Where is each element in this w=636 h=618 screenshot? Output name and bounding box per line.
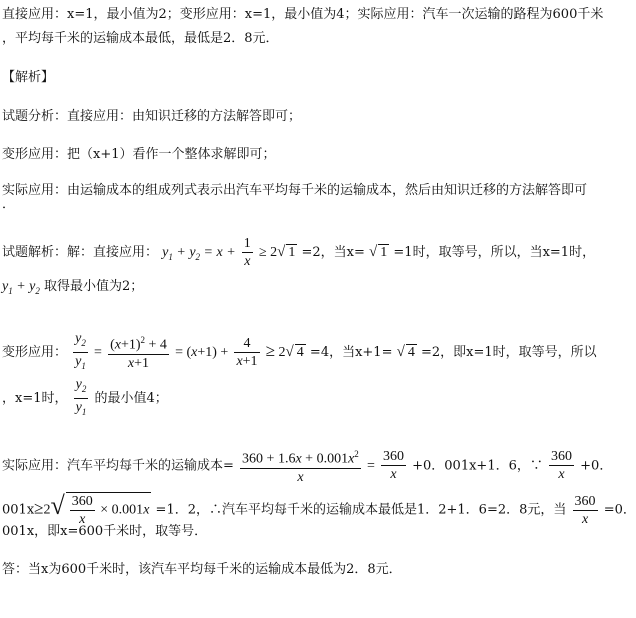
fraction-cost: $\frac{360 + 1.6x + 0.001x^2}{x}$ [240, 446, 361, 486]
answer-line-1: 直接应用：x=1，最小值为2；变形应用：x=1，最小值为4；实际应用：汽车一次运输的路程为600千米 [2, 7, 604, 22]
fraction-y2-over-y1-b: $\frac{y_2}{y_1}$ [75, 377, 87, 417]
solution-practical-line-2: 001x≥2√ $\frac{360}{x}$ × 0.001x =1．2，∴汽车平均每千米的运输成本最低是1．2+1．6=2．8元，当 $\frac{360}{x}$ =0． [2, 490, 636, 527]
fraction-360-over-x-b: $\frac{360}{x}$ [551, 449, 573, 483]
solution-practical-line-3: 001x，即x=600千米时，取等号． [2, 524, 208, 539]
hint-transform: 变形应用：把（x+1）看作一个整体求解即可； [2, 147, 276, 162]
analysis-header: 【解析】 [2, 70, 55, 85]
sqrt-4: √ 4 [285, 343, 304, 360]
fraction-360-over-x-c: $\frac{360}{x}$ [574, 493, 596, 527]
sqrt-4-b: √ 4 [396, 343, 415, 360]
solution-direct-line-2: $y_1 + y_2$ 取得最小值为2； [2, 279, 144, 296]
formula-y1-plus-y2: $y_1 + y_2 = x$ + [162, 245, 236, 262]
sqrt-1: √ 1 [277, 244, 296, 260]
fraction-4-over-xplus1: $\frac{4}{x+1}$ [236, 335, 258, 369]
sqrt-1-b: √ 1 [369, 244, 388, 260]
hint-practical-tail: ． [2, 197, 16, 212]
hint-practical: 实际应用：由运输成本的组成列式表示出汽车平均每千米的运输成本，然后由知识迁移的方法解答即可 [2, 183, 588, 198]
sqrt-product: √ $\frac{360}{x}$ × 0.001x [50, 490, 150, 527]
fraction-xplus1-squared: $\frac{(x+1)^2 + 4}{x+1}$ [108, 332, 169, 372]
solution-transform-line-1: 变形应用： $\frac{y_2}{y_1}$ = $\frac{(x+1)^2 + 4}{x+1}$ = (x+1) + $\frac{4}{x+1}$ ≥ 2√ 4 =4，当x+1= √ 4 =2，即x=1时，取等号，所以 [2, 330, 628, 375]
hint-direct: 试题分析：直接应用：由知识迁移的方法解答即可； [2, 109, 302, 124]
solution-direct-line-1: 试题解析：解：直接应用： $y_1 + y_2 = x$ + $\frac{1}{x}$ ≥ 2√ 1 =2，当x= √ 1 =1时，取等号，所以，当x=1时， [2, 236, 596, 269]
solution-transform-line-2: ，x=1时， $\frac{y_2}{y_1}$ 的最小值4； [2, 376, 628, 421]
fraction-y2-over-y1: $\frac{y_2}{y_1}$ [75, 331, 86, 371]
solution-practical-line-1: 实际应用：汽车平均每千米的运输成本= $\frac{360 + 1.6x + 0.001x^2}{x}$ = $\frac{360}{x}$ +0．001x+1．6，∵ $\frac{360}{x}$ +0． [2, 446, 628, 486]
fraction-1-over-x: $\frac{1}{x}$ [243, 236, 251, 269]
fraction-360-over-x: $\frac{360}{x}$ [382, 449, 404, 483]
answer-line-2: ，平均每千米的运输成本最低，最低是2．8元． [2, 31, 279, 46]
conclusion: 答：当x为600千米时，该汽车平均每千米的运输成本最低为2．8元． [2, 562, 402, 577]
